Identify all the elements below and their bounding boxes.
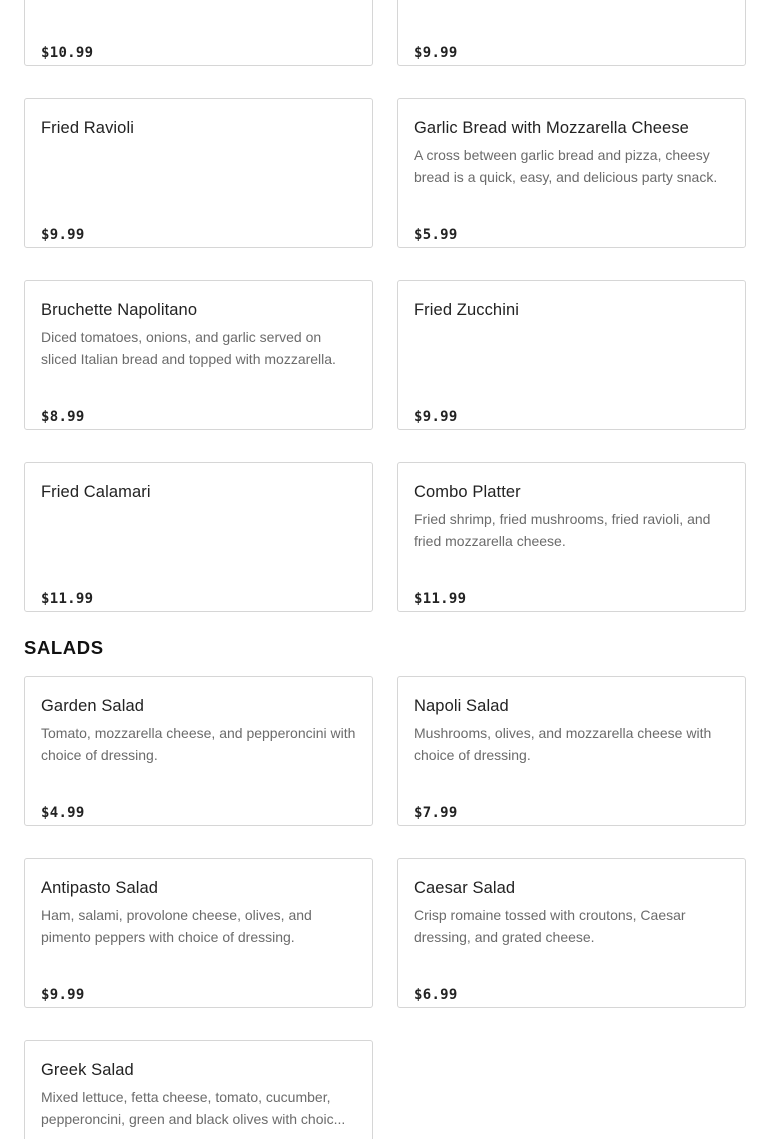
item-description: Mushrooms, olives, and mozzarella cheese with choice of dressing. [414, 725, 712, 763]
item-price: $10.99 [41, 45, 94, 61]
menu-item-card[interactable] [397, 462, 746, 612]
menu-item-card[interactable] [397, 280, 746, 430]
item-name: Garden Salad [41, 697, 145, 715]
item-price: $9.99 [414, 409, 458, 425]
item-description: Tomato, mozzarella cheese, and pepperoncini with choice of dressing. [41, 725, 356, 763]
item-name: Napoli Salad [414, 697, 509, 715]
item-price: $8.99 [41, 409, 85, 425]
item-price: $9.99 [414, 45, 458, 61]
menu-item-card[interactable] [397, 858, 746, 1008]
item-name: Fried Zucchini [414, 301, 520, 319]
item-price: $6.99 [414, 987, 458, 1003]
menu-item-card[interactable] [24, 676, 373, 826]
menu-item-card[interactable] [397, 0, 746, 66]
item-price: $9.99 [41, 987, 85, 1003]
item-name: Fried Ravioli [41, 119, 134, 137]
item-name: Antipasto Salad [41, 879, 159, 897]
item-price: $11.99 [41, 591, 94, 607]
menu-item-card[interactable] [397, 676, 746, 826]
menu-item-card[interactable] [24, 462, 373, 612]
menu-item-card[interactable] [24, 0, 373, 66]
item-description: A cross between garlic bread and pizza, cheesy bread is a quick, easy, and delicious party snack. [414, 147, 718, 185]
item-description: Crisp romaine tossed with croutons, Caesar dressing, and grated cheese. [414, 907, 686, 945]
item-name: Combo Platter [414, 483, 521, 501]
item-description: Ham, salami, provolone cheese, olives, and pimento peppers with choice of dressing. [41, 907, 312, 945]
menu-item-card[interactable] [24, 858, 373, 1008]
item-name: Garlic Bread with Mozzarella Cheese [414, 119, 689, 137]
item-price: $9.99 [41, 227, 85, 243]
item-description: Diced tomatoes, onions, and garlic served on sliced Italian bread and topped with mozzarella. [41, 329, 336, 367]
section-title-salads: SALADS [24, 637, 104, 658]
menu-item-card[interactable] [24, 98, 373, 248]
item-description: Mixed lettuce, fetta cheese, tomato, cucumber, pepperoncini, green and black olives with choic... [41, 1089, 346, 1127]
menu-item-card[interactable] [24, 1040, 373, 1139]
item-name: Fried Calamari [41, 483, 151, 501]
menu-item-card[interactable] [397, 98, 746, 248]
item-price: $7.99 [414, 805, 458, 821]
item-name: Caesar Salad [414, 879, 516, 897]
item-name: Bruchette Napolitano [41, 301, 198, 319]
menu-item-card[interactable] [24, 280, 373, 430]
item-description: Fried shrimp, fried mushrooms, fried ravioli, and fried mozzarella cheese. [414, 511, 711, 549]
item-price: $11.99 [414, 591, 467, 607]
item-name: Greek Salad [41, 1061, 134, 1079]
item-price: $4.99 [41, 805, 85, 821]
item-price: $5.99 [414, 227, 458, 243]
